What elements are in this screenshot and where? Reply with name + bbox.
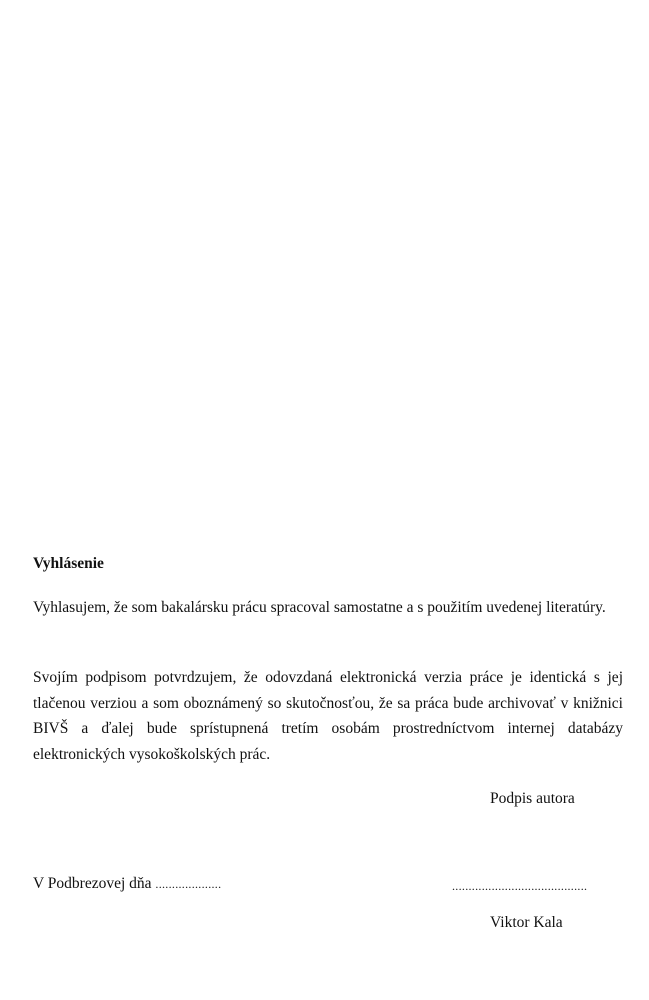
author-name: Viktor Kala	[490, 914, 563, 931]
place-text: V Podbrezovej dňa	[33, 875, 152, 892]
declaration-paragraph-electronic-version: Svojím podpisom potvrdzujem, že odovzdaná elektronická verzia práce je identická s jej tlačenou verziou a som oboznámený so skutočnosťou, že sa práca bude archivovať v knižnici BIVŠ a ďalej bude sprístupnená tretím osobám prostredníctvom internej databázy elektronických vysokoškolských prác.	[33, 669, 623, 763]
signature-label: Podpis autora	[490, 790, 575, 807]
signature-dots-line: .........................................	[452, 879, 588, 893]
date-dots: ....................	[155, 877, 222, 891]
place-date-line	[33, 874, 221, 894]
declaration-paragraph-authorship: Vyhlasujem, že som bakalársku prácu spracoval samostatne a s použitím uvedenej literatúry.	[33, 599, 606, 616]
declaration-heading: Vyhlásenie	[33, 555, 104, 572]
